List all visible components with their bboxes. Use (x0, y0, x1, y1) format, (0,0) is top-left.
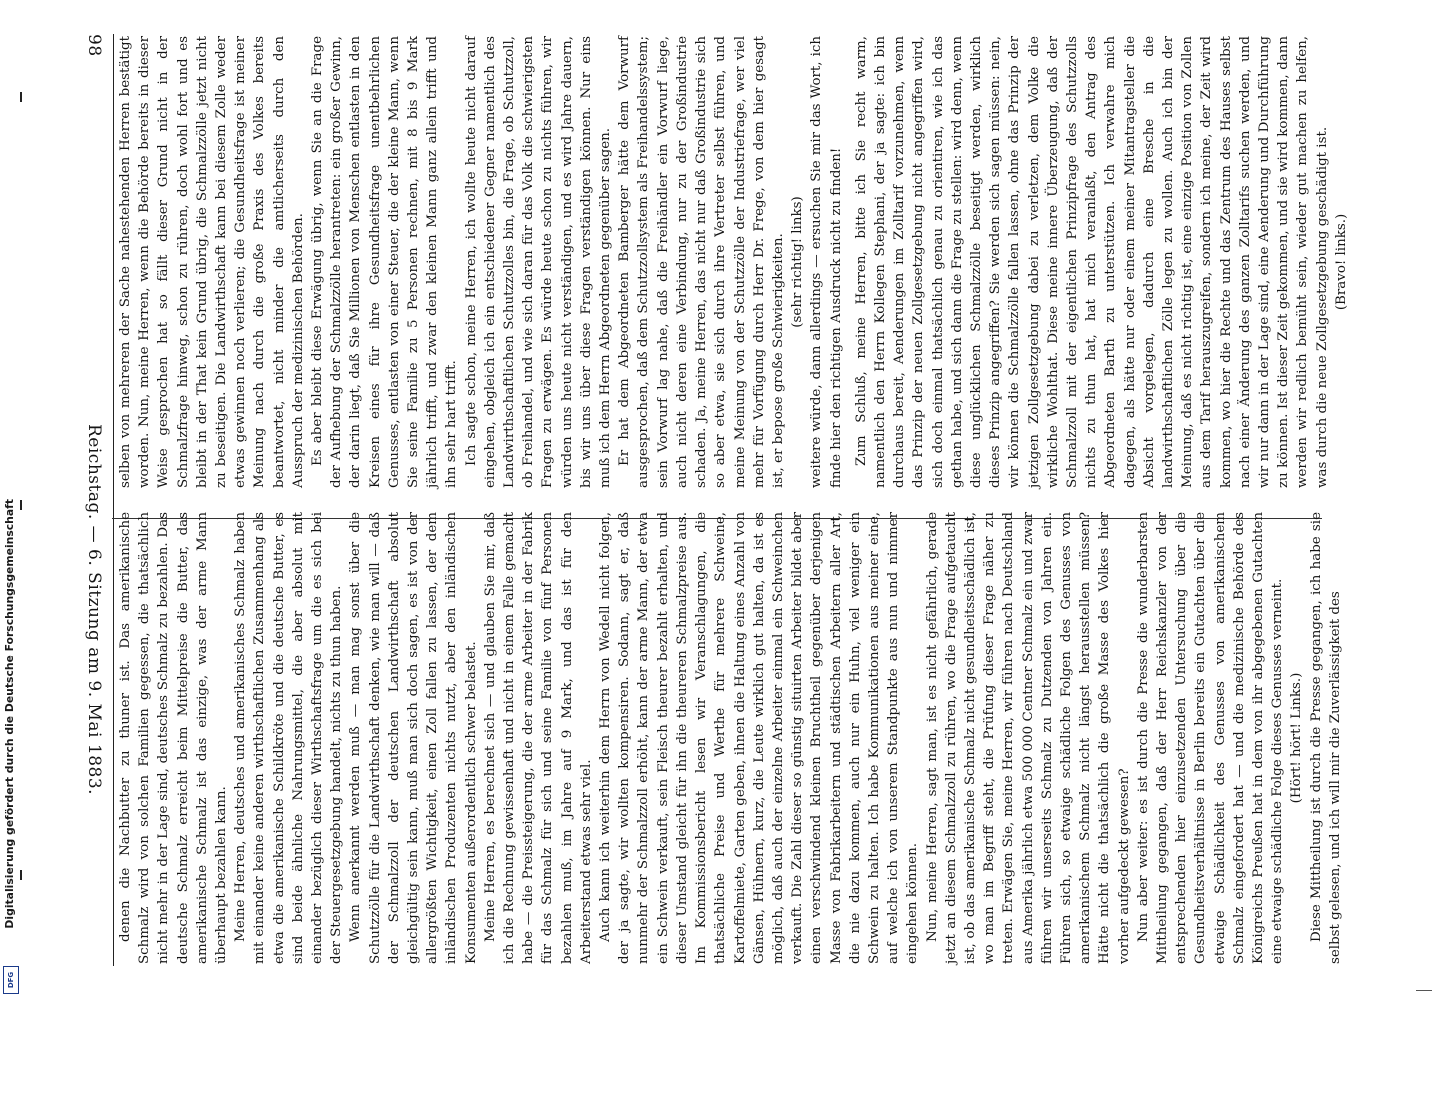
paragraph: Nun, meine Herren, sagt man, ist es nicht gefährlich, gerade jetzt an diesem Schmalzzoll zu rühren, wo die Frage aufgetaucht ist, ob das amerikanische Schmalz nicht gesundheitsschädlich ist, wo man im Begriff steht, die Prüfung dieser Frage näher zu treten. Erwägen Sie, meine Herren, wir führen nach Deutschland aus Amerika jährlich etwa 500 000 Centner Schmalz ein und zwar führen wir unserseits Schmalz zu Dutzenden von Jahren ein. Führen sich, so etwaige schädliche Folgen des Genusses von amerikanischem Schmalz nicht längst herausstellen müssen? Hätte nicht die thatsächlich die große Masse des Volkes hier vorher aufgedeckt gewesen? (924, 512, 1132, 964)
paragraph: Es aber bleibt diese Erwägung übrig, wenn Sie an die Frage der Aufhebung der Schmalzzölle herantreten: ein großer Gewinn, der darin liegt, daß Sie Millionen von Menschen entlasten in den Kreisen eines für ihre Gesundheitsfrage unentbehrlichen Genusses, entlasten von einer Steuer, die der kleine Mann, wenn Sie seine Familie zu 5 Personen rechnen, mit 8 bis 9 Mark jährlich trifft, und zwar den kleinen Mann ganz allein trifft und ihn sehr hart trifft. (310, 36, 460, 488)
paragraph: weitere würde, dann allerdings — ersuchen Sie mir das Wort, ich finde hier den richtigen Ausdruck nicht zu finden! (809, 36, 844, 488)
paragraph: Ich sagte schon, meine Herren, ich wollte heute nicht darauf eingehen, obgleich ich ein entschiedener Gegner namentlich des Landwirthschaftlichen Schutzzolles bin, die Frage, ob Schutzzoll, ob Freihandel, und wie sich daran für das Volk die schwierigsten Fragen zu erwägen. Es würde heute schon zu nichts führen, wir würden uns heute nicht verständigen, und es wird Jahre dauern, bis wir uns über diese Fragen verständigen können. Nur eins muß ich dem Herrn Abgeordneten gegenüber sagen. (463, 36, 614, 488)
scan-mark (20, 92, 22, 102)
paragraph: denen die Nachbutter zu thuner ist. Das amerikanische Schmalz wird von solchen Familien gegessen, die thatsächlich nicht mehr in der Lage sind, deutsches Schmalz zu bezahlen. Das deutsche Schmalz erreicht beim Mittelpreise die Butter, das amerikanische Schmalz ist das einzige, was der arme Mann überhaupt bezahlen kann. (118, 512, 230, 964)
scan-mark (20, 500, 22, 510)
logo-label: DFG (7, 971, 15, 989)
paragraph: Zum Schluß, meine Herren, bitte ich Sie recht warm, namentlich den Herrn Kollegen Stephani, der ja sagte: ich bin durchaus bereit, Aenderungen im Zolltarif vorzunehmen, wenn das Prinzip der neuen Zollgesetzgebung nicht angegriffen wird, sich doch einmal thatsächlich genau zu orientiren, wie ich das gethan habe, und sich dann die Frage zu stellen: wird denn, wenn diese unglücklichen Schmalzzölle beseitigt werden, wirklich dieses Prinzip angegriffen? Sie werden sich sagen müssen: nein, wir können die Schmalzzölle fallen lassen, ohne das Prinzip der jetzigen Zollgesetzgebung dabei zu verletzen, dem Volke die wirkliche Wohlthat. Diese meine innere Überzeugung, daß der Schmalzzoll mit der eigentlichen Prinzipfrage des Schutzzolls nichts zu thun hat, hat mich veranlaßt, den Antrag des Abgeordneten Barth zu unterstützen. Ich verwahre mich dagegen, als hätte nur oder einem meiner Mitantragsteller die Absicht vorgelegen, dadurch eine Bresche in die landwirthschaftlichen Zölle legen zu wollen. Auch ich bin der Meinung, daß es nicht richtig ist, eine einzige Position von Zollen aus dem Tarif herauszugreifen, sondern ich meine, der Zeit wird kommen, wo hier die Rechte und das Zentrum des Hauses selbst nach einer Änderung des ganzen Zolltarifs suchen werden, und wir nur dann in der Lage sind, eine Aenderung und Durchführung zu können. Ist dieser Zeit gekommen, und sie wird kommen, dann werden wir redlich bemüht sein, wieder gut machen zu helfen, was durch die neue Zollgesetzgebung geschädigt ist. (853, 36, 1330, 488)
header-rule (113, 34, 114, 966)
left-column (116, 512, 1343, 964)
paragraph: Meine Herren, es berechnet sich — und glauben Sie mir, daß ich die Rechnung gewissenhaft und nicht in einem Falle gemacht habe — die Preissteigerung, die der arme Arbeiter in der Fabrik für das Schmalz für sich und seine Familie von fünf Personen bezahlen muß, im Jahre auf 9 Mark, und das ist für den Arbeiterstand etwas sehr viel. (482, 512, 594, 964)
edge-mark (1416, 990, 1432, 991)
paragraph: Er hat dem Abgeordneten Bamberger hätte dem Vorwurf ausgesprochen, daß dem Schutzzollsystem als Freihandelssystem; sein Vorwurf lag nahe, daß die Freihändler ein Vorwurf liege, auch nicht deren eine Verbindung, nur zu der Großindustrie schaden. Ja, meine Herren, das nicht nur daß Großindustrie sich so aber etwa, sie sich durch ihre Vertreter selbst führen, und meine Meinung von der Schutzzölle der Industriefrage, wer viel mehr für Vorfügung durch Herr Dr. Frege, von dem hier gesagt ist, er bepose große Schwierigkeiten. (617, 36, 786, 488)
right-column (116, 36, 1349, 488)
paragraph: Meine Herren, deutsches und amerikanisches Schmalz haben mit einander keine anderen wirthschaftlichen Zusammenhang als etwa die amerikanische Schildkröte und die deutsche Butter, es sind beide ähnliche Nahrungsmittel, die aber absolut mit einander bezüglich dieser Wirthschaftsfrage um die es sich bei der Steuergesetzgebung handelt, nichts zu thun haben. (233, 512, 345, 964)
paragraph: selben von mehreren der Sache nahestehenden Herren bestätigt worden. Nun, meine Herren, wenn die Behörde bereits in dieser Weise gesprochen hat so fällt dieser Grund nicht in der Schmalzfrage hinweg, schon zu rühren, doch wohl fort und es bleibt in der That kein Grund übrig, die Schmalzzölle jetzt nicht zu beseitigen. Die Landwirthschaft kann bei diesem Zolle weder etwas gewinnen noch verlieren; die Gesundheitsfrage ist meiner Meinung nach durch die große Praxis des Volkes bereits beantwortet, nicht minder die amtlicherseits durch den Ausspruch der medizinischen Behörden. (118, 36, 306, 488)
interjection: (Hört! hört! Links.) (1289, 672, 1305, 804)
dfg-logo-icon (3, 966, 19, 994)
paragraph: Wenn anerkannt werden muß — man mag sonst über die Schutzzölle für die Landwirthschaft denken, wie man will — daß der Schmalzzoll der deutschen Landwirthschaft absolut gleichgültig sein kann, muß man sich doch sagen, es ist von der allergrößten Wichtigkeit, einen Zoll fallen zu lassen, der dem inländischen Produzenten nichts nutzt, aber den inländischen Konsumenten außerordentlich schwer belastet. (348, 512, 479, 964)
interjection: (sehr richtig! links) (790, 196, 806, 328)
running-header (82, 34, 104, 966)
page-number: 98 (84, 34, 104, 57)
session-title: Reichstag. — 6. Sitzung am 9. Mai 1883. (84, 424, 104, 796)
credit-text: Digitalisierung gefördert durch die Deutsche Forschungsgemeinschaft (3, 499, 16, 929)
scan-mark (20, 870, 22, 880)
paragraph: Diese Mittheilung ist durch die Presse gegangen, ich habe sie selbst gelesen, und ich will mir die Zuverlässigkeit des (1308, 512, 1343, 964)
digitization-credit (2, 0, 20, 1000)
paragraph: Auch kann ich weiterhin dem Herrn von Wedell nicht folgen, der ja sagte, wir wollten kompensiren. Sodann, sagt er, daß nunmehr der Schmalzzoll erhöht, kann der arme Mann, der etwa ein Schwein verkauft, sein Fleisch theurer bezahlt erhalten, und dieser Umstand gleicht für ihn die theureren Schmalzpreise aus. Im Kommissionsbericht lesen wir Veranschlagungen, die thatsächliche Preise und Werthe für mehrere Schweine, Kartoffelmiete, Garten geben, ihnen die Haltung eines Anzahl von Gänsen, Hühnern, kurz, die Leute wirklich gut halten, da ist es möglich, daß auch der einzelne Arbeiter einmal ein Schweinchen verkauft. Die Zahl dieser so günstig situirten Arbeiter bildet aber einen verschwindend kleinen Bruchtheil gegenüber derjenigen Masse von Fabrikarbeitern und städtischen Arbeitern aller Art, die nie dazu kommen, auch nur ein Huhn, viel weniger ein Schwein zu halten. Ich habe Kommunikationen aus meiner eine, auf welche ich von unserem Standpunkte aus nun und nimmer eingehen können. (598, 512, 921, 964)
interjection: (Bravo! links.) (1333, 213, 1349, 311)
paragraph: Nun aber weiter: es ist durch die Presse die wunderbarsten Mittheilung gegangen, daß der Herr Reichskanzler von der entsprechenden hier einzusetzenden Untersuchung über die Gesundheitsverhältnisse in Berlin bereits ein Gutachten über die etwaige Schädlichkeit des Genusses von amerikanischem Schmalz eingefordert hat — und die medizinische Behörde des Königreichs Preußen hat in dem von ihr abgegebenen Gutachten eine etwaige schädliche Folge dieses Genusses verneint. (1135, 512, 1286, 964)
